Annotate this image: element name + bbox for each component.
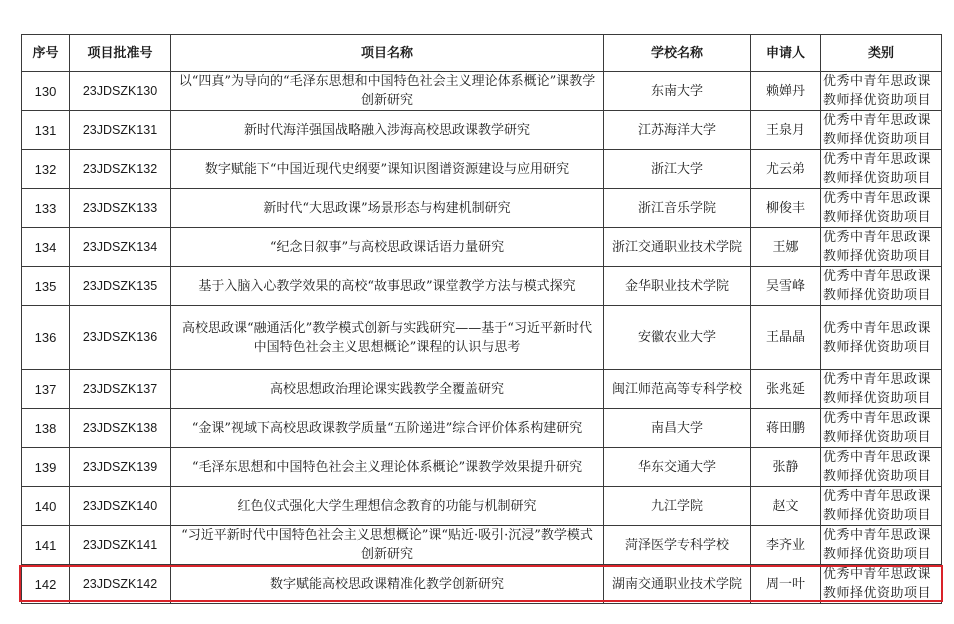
cell-code: 23JDSZK132 <box>70 150 171 189</box>
cell-seq: 136 <box>22 306 70 370</box>
cell-type: 优秀中青年思政课教师择优资助项目 <box>821 189 942 228</box>
cell-school: 九江学院 <box>604 487 751 526</box>
cell-school: 华东交通大学 <box>604 448 751 487</box>
cell-type: 优秀中青年思政课教师择优资助项目 <box>821 72 942 111</box>
cell-name: 以“四真”为导向的“毛泽东思想和中国特色社会主义理论体系概论”课教学创新研究 <box>171 72 604 111</box>
cell-name: 新时代“大思政课”场景形态与构建机制研究 <box>171 189 604 228</box>
cell-type: 优秀中青年思政课教师择优资助项目 <box>821 526 942 565</box>
cell-applicant: 吴雪峰 <box>751 267 821 306</box>
cell-name: “金课”视域下高校思政课教学质量“五阶递进”综合评价体系构建研究 <box>171 409 604 448</box>
cell-school: 浙江音乐学院 <box>604 189 751 228</box>
cell-type: 优秀中青年思政课教师择优资助项目 <box>821 409 942 448</box>
cell-seq: 138 <box>22 409 70 448</box>
cell-code: 23JDSZK131 <box>70 111 171 150</box>
cell-name: 基于入脑入心教学效果的高校“故事思政”课堂教学方法与模式探究 <box>171 267 604 306</box>
cell-seq: 135 <box>22 267 70 306</box>
table-row <box>22 565 942 604</box>
cell-applicant: 周一叶 <box>751 565 821 604</box>
header-applicant: 申请人 <box>751 35 821 72</box>
cell-school: 菏泽医学专科学校 <box>604 526 751 565</box>
cell-code: 23JDSZK135 <box>70 267 171 306</box>
header-code: 项目批准号 <box>70 35 171 72</box>
cell-applicant: 赵文 <box>751 487 821 526</box>
cell-applicant: 赖婵丹 <box>751 72 821 111</box>
cell-seq: 132 <box>22 150 70 189</box>
cell-type: 优秀中青年思政课教师择优资助项目 <box>821 565 942 604</box>
table-row <box>22 487 942 526</box>
cell-name: 高校思想政治理论课实践教学全覆盖研究 <box>171 370 604 409</box>
cell-type: 优秀中青年思政课教师择优资助项目 <box>821 111 942 150</box>
cell-school: 东南大学 <box>604 72 751 111</box>
cell-seq: 131 <box>22 111 70 150</box>
header-seq: 序号 <box>22 35 70 72</box>
cell-seq: 133 <box>22 189 70 228</box>
cell-school: 江苏海洋大学 <box>604 111 751 150</box>
cell-name: “纪念日叙事”与高校思政课话语力量研究 <box>171 228 604 267</box>
header-type: 类别 <box>821 35 942 72</box>
table-row <box>22 111 942 150</box>
cell-type: 优秀中青年思政课教师择优资助项目 <box>821 370 942 409</box>
table-row <box>22 267 942 306</box>
cell-applicant: 王娜 <box>751 228 821 267</box>
cell-applicant: 王晶晶 <box>751 306 821 370</box>
cell-seq: 134 <box>22 228 70 267</box>
cell-code: 23JDSZK140 <box>70 487 171 526</box>
table-row <box>22 228 942 267</box>
cell-name: 数字赋能下“中国近现代史纲要”课知识图谱资源建设与应用研究 <box>171 150 604 189</box>
cell-code: 23JDSZK133 <box>70 189 171 228</box>
cell-applicant: 李齐业 <box>751 526 821 565</box>
cell-code: 23JDSZK142 <box>70 565 171 604</box>
cell-applicant: 柳俊丰 <box>751 189 821 228</box>
header-school: 学校名称 <box>604 35 751 72</box>
cell-name: 数字赋能高校思政课精准化教学创新研究 <box>171 565 604 604</box>
header-name: 项目名称 <box>171 35 604 72</box>
table-body <box>22 72 942 604</box>
cell-applicant: 王泉月 <box>751 111 821 150</box>
table-row <box>22 409 942 448</box>
cell-school: 浙江交通职业技术学院 <box>604 228 751 267</box>
table-row <box>22 526 942 565</box>
cell-applicant: 蒋田鹏 <box>751 409 821 448</box>
cell-seq: 137 <box>22 370 70 409</box>
table-row <box>22 72 942 111</box>
cell-code: 23JDSZK137 <box>70 370 171 409</box>
table-header-row <box>22 35 942 72</box>
project-table-container <box>21 34 942 604</box>
project-table <box>21 34 942 604</box>
cell-code: 23JDSZK139 <box>70 448 171 487</box>
cell-school: 南昌大学 <box>604 409 751 448</box>
table-row <box>22 306 942 370</box>
cell-applicant: 张兆延 <box>751 370 821 409</box>
cell-name: 红色仪式强化大学生理想信念教育的功能与机制研究 <box>171 487 604 526</box>
table-row <box>22 370 942 409</box>
cell-code: 23JDSZK141 <box>70 526 171 565</box>
cell-applicant: 张静 <box>751 448 821 487</box>
cell-type: 优秀中青年思政课教师择优资助项目 <box>821 306 942 370</box>
cell-seq: 141 <box>22 526 70 565</box>
cell-code: 23JDSZK138 <box>70 409 171 448</box>
cell-name: “习近平新时代中国特色社会主义思想概论”课“贴近·吸引·沉浸”教学模式创新研究 <box>171 526 604 565</box>
cell-seq: 130 <box>22 72 70 111</box>
cell-school: 浙江大学 <box>604 150 751 189</box>
table-row <box>22 189 942 228</box>
cell-code: 23JDSZK136 <box>70 306 171 370</box>
cell-code: 23JDSZK130 <box>70 72 171 111</box>
cell-school: 湖南交通职业技术学院 <box>604 565 751 604</box>
cell-type: 优秀中青年思政课教师择优资助项目 <box>821 487 942 526</box>
cell-name: 新时代海洋强国战略融入涉海高校思政课教学研究 <box>171 111 604 150</box>
cell-seq: 142 <box>22 565 70 604</box>
cell-name: “毛泽东思想和中国特色社会主义理论体系概论”课教学效果提升研究 <box>171 448 604 487</box>
cell-type: 优秀中青年思政课教师择优资助项目 <box>821 228 942 267</box>
cell-type: 优秀中青年思政课教师择优资助项目 <box>821 150 942 189</box>
cell-applicant: 尤云弟 <box>751 150 821 189</box>
cell-seq: 139 <box>22 448 70 487</box>
table-row <box>22 448 942 487</box>
cell-seq: 140 <box>22 487 70 526</box>
cell-code: 23JDSZK134 <box>70 228 171 267</box>
cell-name: 高校思政课“融通活化”教学模式创新与实践研究——基于“习近平新时代中国特色社会主义思想概论”课程的认识与思考 <box>171 306 604 370</box>
table-row <box>22 150 942 189</box>
cell-school: 闽江师范高等专科学校 <box>604 370 751 409</box>
cell-type: 优秀中青年思政课教师择优资助项目 <box>821 267 942 306</box>
cell-school: 金华职业技术学院 <box>604 267 751 306</box>
cell-school: 安徽农业大学 <box>604 306 751 370</box>
cell-type: 优秀中青年思政课教师择优资助项目 <box>821 448 942 487</box>
